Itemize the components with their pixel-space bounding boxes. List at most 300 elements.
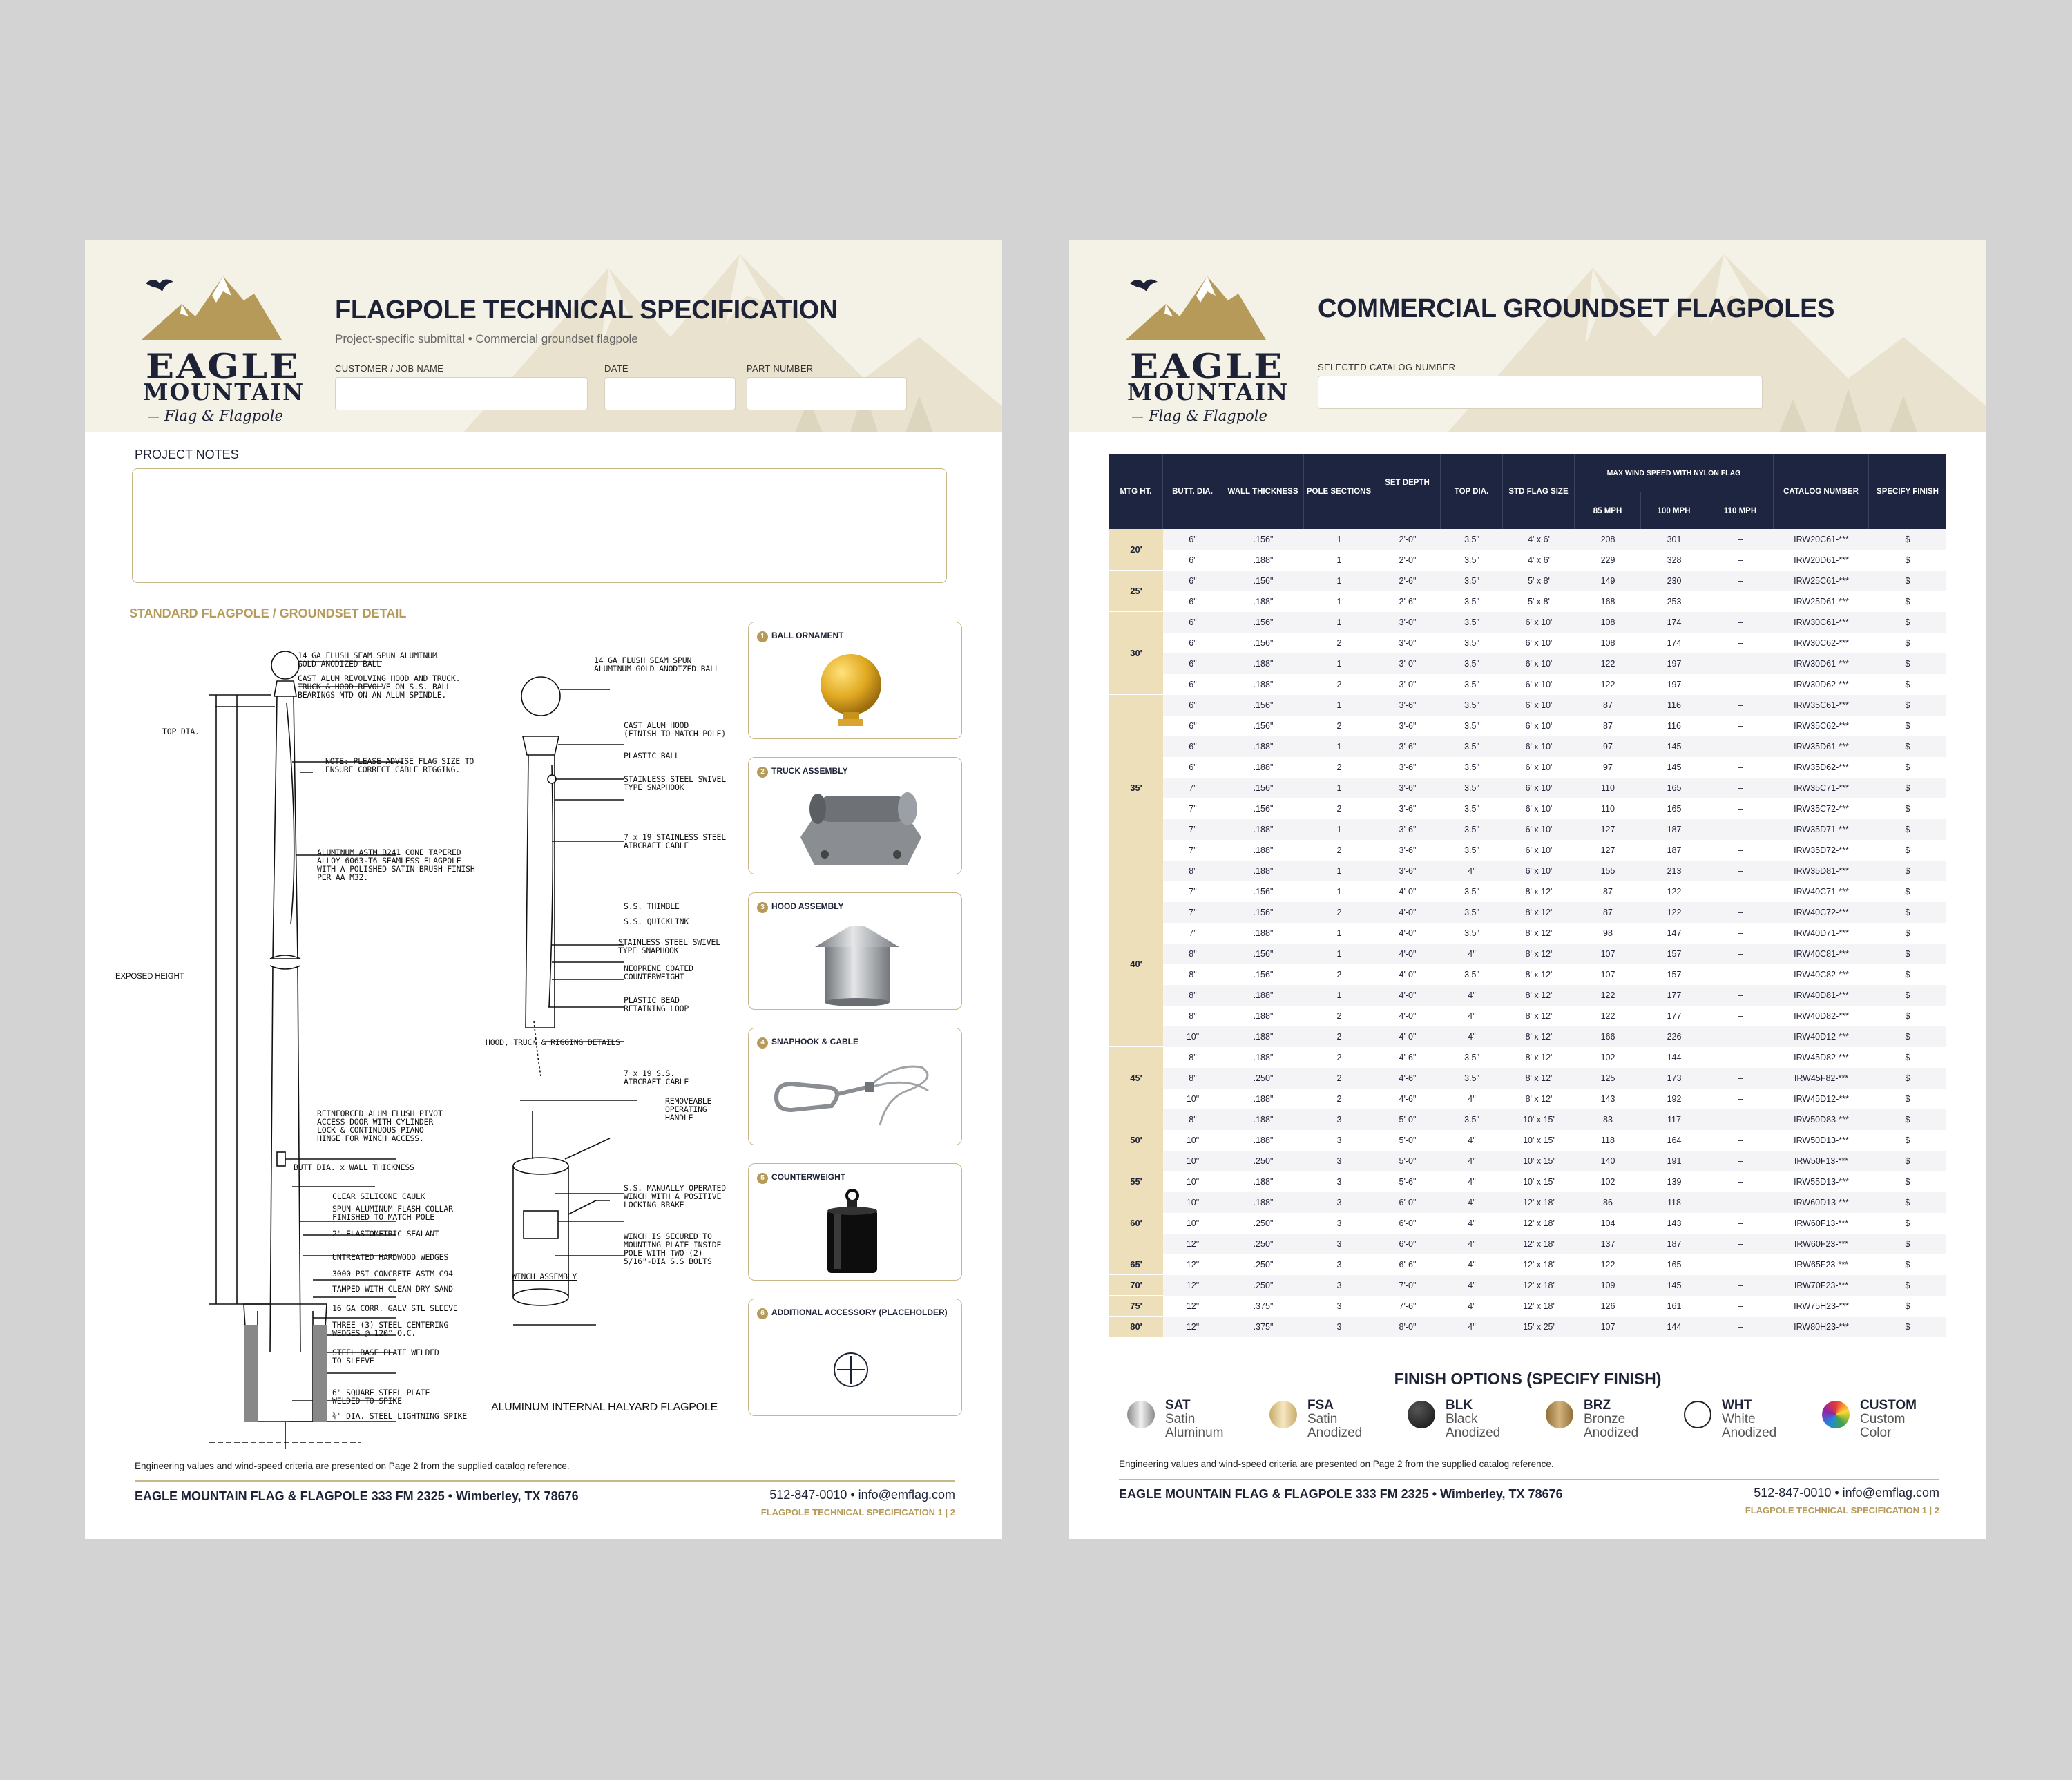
table-cell: 3.5" — [1464, 928, 1479, 938]
table-cell: 3'-0" — [1399, 680, 1417, 689]
table-row — [1163, 798, 1946, 819]
table-cell: 4'-0" — [1399, 887, 1417, 897]
table-cell: 6" — [1189, 700, 1197, 710]
table-cell: IRW80H23-*** — [1794, 1322, 1849, 1332]
label-base-plate: STEEL BASE PLATE WELDED TO SLEEVE — [332, 1348, 439, 1366]
table-cell: 2 — [1336, 1073, 1342, 1083]
label-plastic-ball: PLASTIC BALL — [624, 751, 680, 760]
project-notes-input[interactable] — [132, 468, 947, 583]
table-cell: 5'-0" — [1399, 1156, 1417, 1166]
table-cell: IRW30D61-*** — [1794, 659, 1849, 669]
table-cell: 118 — [1667, 1198, 1681, 1207]
table-cell: 4" — [1468, 1322, 1476, 1332]
table-cell[interactable]: $ — [1905, 680, 1910, 689]
table-cell: 4'-0" — [1399, 1032, 1417, 1042]
table-cell[interactable]: $ — [1905, 1281, 1910, 1290]
mounting-height-group: 70' — [1109, 1275, 1163, 1296]
table-cell: 2 — [1336, 680, 1342, 689]
table-cell: 12" — [1186, 1322, 1200, 1332]
table-cell: – — [1738, 825, 1743, 834]
catalog-number-input[interactable] — [1318, 376, 1763, 409]
label-access-door: REINFORCED ALUM FLUSH PIVOT ACCESS DOOR WITH CYLINDER LOCK & CONTINUOUS PIANO HINGE FOR WINCH ACCESS. — [317, 1109, 443, 1143]
table-cell: 4' x 6' — [1528, 555, 1550, 565]
table-cell: – — [1738, 908, 1743, 917]
table-cell: 97 — [1603, 742, 1613, 752]
table-cell[interactable]: $ — [1905, 1115, 1910, 1125]
footer-divider — [135, 1480, 955, 1482]
logo-mountain-icon — [140, 262, 292, 345]
table-cell: IRW55D13-*** — [1794, 1177, 1849, 1187]
table-cell: – — [1738, 763, 1743, 772]
table-cell: 6" — [1189, 597, 1197, 606]
drawing-caption: ALUMINUM INTERNAL HALYARD FLAGPOLE — [491, 1401, 718, 1413]
table-cell[interactable]: $ — [1905, 1260, 1910, 1270]
table-cell: 168 — [1600, 597, 1615, 606]
table-cell: 10" — [1186, 1136, 1200, 1145]
table-cell: – — [1738, 555, 1743, 565]
table-cell: IRW70F23-*** — [1794, 1281, 1849, 1290]
table-cell: IRW35D72-*** — [1794, 845, 1849, 855]
table-cell: IRW60F13-*** — [1794, 1218, 1849, 1228]
table-cell: 12' x 18' — [1523, 1218, 1555, 1228]
table-cell[interactable]: $ — [1905, 700, 1910, 710]
table-cell: 8' x 12' — [1525, 1032, 1553, 1042]
table-cell: IRW35C61-*** — [1794, 700, 1849, 710]
table-cell[interactable]: $ — [1905, 970, 1910, 979]
table-cell[interactable]: $ — [1905, 804, 1910, 814]
table-cell: – — [1738, 845, 1743, 855]
table-cell: – — [1738, 1260, 1743, 1270]
table-row — [1163, 1213, 1946, 1234]
table-cell: 10' x 15' — [1523, 1177, 1555, 1187]
table-cell: – — [1738, 783, 1743, 793]
table-cell: 102 — [1600, 1177, 1615, 1187]
table-cell: 4'-0" — [1399, 949, 1417, 959]
table-cell: .188" — [1253, 1053, 1274, 1062]
table-cell: 108 — [1600, 638, 1615, 648]
table-cell[interactable]: $ — [1905, 1094, 1910, 1104]
table-cell: 6" — [1189, 721, 1197, 731]
table-cell: .188" — [1253, 1198, 1274, 1207]
table-row — [1163, 1317, 1946, 1337]
table-cell: 1 — [1336, 991, 1342, 1000]
footer-contact[interactable]: 512-847-0010 • info@emflag.com — [1754, 1486, 1939, 1500]
table-row — [1163, 1047, 1946, 1068]
label-hood-title: HOOD, TRUCK & RIGGING DETAILS — [486, 1037, 620, 1047]
table-cell: 3.5" — [1464, 700, 1479, 710]
card-additional-accessory[interactable]: 6 ADDITIONAL ACCESSORY (PLACEHOLDER) — [748, 1299, 962, 1416]
company-logo — [1124, 262, 1289, 424]
label-thimble: S.S. THIMBLE — [624, 901, 680, 911]
add-accessory-plus-icon[interactable] — [749, 1320, 963, 1417]
label-swivel: STAINLESS STEEL SWIVEL TYPE SNAPHOOK — [624, 774, 726, 792]
table-cell[interactable]: $ — [1905, 742, 1910, 752]
label-concrete: 3000 PSI CONCRETE ASTM C94 — [332, 1269, 453, 1279]
date-input[interactable] — [604, 377, 736, 410]
table-cell: .156" — [1253, 949, 1274, 959]
col-100mph: 100 MPH — [1641, 492, 1707, 529]
table-cell[interactable]: $ — [1905, 763, 1910, 772]
table-cell: 3'-0" — [1399, 618, 1417, 627]
label-winch-operated: S.S. MANUALLY OPERATED WINCH WITH A POSITIVE LOCKING BRAKE — [624, 1183, 726, 1209]
table-cell: IRW35C72-*** — [1794, 804, 1849, 814]
table-cell: 3.5" — [1464, 908, 1479, 917]
table-cell: 3 — [1336, 1218, 1342, 1228]
table-cell: 1 — [1336, 825, 1342, 834]
page-title: COMMERCIAL GROUNDSET FLAGPOLES — [1318, 294, 1835, 323]
table-row — [1163, 1171, 1946, 1192]
table-cell: 1 — [1336, 887, 1342, 897]
table-cell: 4" — [1468, 1094, 1476, 1104]
table-cell: 3.5" — [1464, 804, 1479, 814]
table-cell[interactable]: $ — [1905, 1011, 1910, 1021]
table-cell: 6' x 10' — [1525, 825, 1553, 834]
table-cell[interactable]: $ — [1905, 638, 1910, 648]
ball-ornament-icon — [749, 643, 963, 740]
table-cell: – — [1738, 1301, 1743, 1311]
table-cell: 6'-0" — [1399, 1239, 1417, 1249]
table-cell: 5'-0" — [1399, 1115, 1417, 1125]
table-cell: .156" — [1253, 638, 1274, 648]
mounting-height-group: 35' — [1109, 695, 1163, 881]
table-cell: .188" — [1253, 991, 1274, 1000]
table-cell: .188" — [1253, 1115, 1274, 1125]
table-cell[interactable]: $ — [1905, 721, 1910, 731]
table-cell: 3 — [1336, 1156, 1342, 1166]
table-cell: 3 — [1336, 1115, 1342, 1125]
table-cell: – — [1738, 887, 1743, 897]
truck-assembly-icon — [749, 778, 963, 875]
table-cell: .156" — [1253, 576, 1274, 586]
logo-word-eagle: EAGLE — [146, 346, 300, 386]
mounting-height-group: 25' — [1109, 571, 1163, 612]
table-row — [1163, 653, 1946, 674]
table-row — [1163, 1275, 1946, 1296]
label-top-dia: TOP DIA. — [162, 727, 200, 736]
table-cell: .156" — [1253, 887, 1274, 897]
table-cell: 3.5" — [1464, 680, 1479, 689]
table-cell: 8'-0" — [1399, 1322, 1417, 1332]
table-cell: 3'-6" — [1399, 866, 1417, 876]
table-cell: 3'-6" — [1399, 783, 1417, 793]
table-cell[interactable]: $ — [1905, 1218, 1910, 1228]
table-row — [1163, 1026, 1946, 1047]
table-cell: – — [1738, 1032, 1743, 1042]
table-cell[interactable]: $ — [1905, 908, 1910, 917]
table-cell: 122 — [1667, 887, 1682, 897]
table-cell: 1 — [1336, 576, 1342, 586]
table-cell: 8" — [1189, 949, 1197, 959]
table-cell[interactable]: $ — [1905, 618, 1910, 627]
table-cell[interactable]: $ — [1905, 991, 1910, 1000]
table-cell: IRW50F13-*** — [1794, 1156, 1849, 1166]
table-cell: 126 — [1600, 1301, 1615, 1311]
label-hood: CAST ALUM HOOD (FINISH TO MATCH POLE) — [624, 720, 726, 738]
table-cell[interactable]: $ — [1905, 949, 1910, 959]
table-cell[interactable]: $ — [1905, 1239, 1910, 1249]
table-cell: 2 — [1336, 638, 1342, 648]
table-cell: 3.5" — [1464, 618, 1479, 627]
table-cell: 164 — [1667, 1136, 1682, 1145]
table-cell[interactable]: $ — [1905, 866, 1910, 876]
table-cell: – — [1738, 659, 1743, 669]
table-cell: .188" — [1253, 763, 1274, 772]
table-cell: – — [1738, 597, 1743, 606]
table-cell: IRW25C61-*** — [1794, 576, 1849, 586]
table-cell: 102 — [1600, 1053, 1615, 1062]
table-cell[interactable]: $ — [1905, 1073, 1910, 1083]
table-cell: 174 — [1667, 638, 1682, 648]
table-cell: – — [1738, 1177, 1743, 1187]
table-cell: .188" — [1253, 866, 1274, 876]
table-cell: – — [1738, 1239, 1743, 1249]
table-cell: 2 — [1336, 970, 1342, 979]
table-cell[interactable]: $ — [1905, 928, 1910, 938]
table-cell[interactable]: $ — [1905, 887, 1910, 897]
table-cell: 6' x 10' — [1525, 618, 1553, 627]
table-cell: .188" — [1253, 597, 1274, 606]
eagle-icon — [1130, 279, 1158, 291]
table-cell[interactable]: $ — [1905, 659, 1910, 669]
table-cell: 2 — [1336, 845, 1342, 855]
table-cell[interactable]: $ — [1905, 1156, 1910, 1166]
table-cell: 12' x 18' — [1523, 1281, 1555, 1290]
finish-code: CUSTOM — [1860, 1398, 1917, 1413]
table-cell[interactable]: $ — [1905, 1322, 1910, 1332]
finish-l2: Color — [1860, 1426, 1892, 1440]
table-cell: 5'-6" — [1399, 1177, 1417, 1187]
table-cell: – — [1738, 1156, 1743, 1166]
table-cell: IRW40C71-*** — [1794, 887, 1849, 897]
table-cell: .156" — [1253, 700, 1274, 710]
table-cell: 2'-6" — [1399, 576, 1417, 586]
mounting-height-group: 30' — [1109, 612, 1163, 695]
label-bead: PLASTIC BEAD RETAINING LOOP — [624, 995, 689, 1013]
finish-l1: Custom — [1860, 1412, 1906, 1426]
label-quicklink: S.S. QUICKLINK — [624, 917, 689, 926]
table-row — [1163, 840, 1946, 861]
table-cell: 187 — [1667, 825, 1682, 834]
footer-divider — [1119, 1479, 1939, 1480]
table-cell: 6' x 10' — [1525, 680, 1553, 689]
finish-l2: Anodized — [1584, 1426, 1639, 1440]
table-cell: 109 — [1600, 1281, 1615, 1290]
label-caulk: CLEAR SILICONE CAULK — [332, 1192, 425, 1201]
table-cell: 3 — [1336, 1301, 1342, 1311]
table-cell: .250" — [1253, 1239, 1274, 1249]
mounting-height-group: 60' — [1109, 1192, 1163, 1254]
table-cell: IRW50D13-*** — [1794, 1136, 1849, 1145]
col-std-flag-size: STD FLAG SIZE — [1503, 454, 1575, 529]
table-cell: IRW40C81-*** — [1794, 949, 1849, 959]
table-row — [1163, 861, 1946, 881]
table-cell: 7" — [1189, 825, 1197, 834]
table-cell[interactable]: $ — [1905, 535, 1910, 544]
table-cell: 6" — [1189, 576, 1197, 586]
footer-address: EAGLE MOUNTAIN FLAG & FLAGPOLE 333 FM 2325 • Wimberley, TX 78676 — [1119, 1487, 1563, 1501]
table-cell: 4" — [1468, 1177, 1476, 1187]
table-cell: 177 — [1667, 1011, 1682, 1021]
footer-address: EAGLE MOUNTAIN FLAG & FLAGPOLE 333 FM 2325 • Wimberley, TX 78676 — [135, 1489, 579, 1503]
table-cell: 7'-6" — [1399, 1301, 1417, 1311]
table-cell: – — [1738, 576, 1743, 586]
table-cell: 117 — [1667, 1115, 1681, 1125]
table-cell: 173 — [1667, 1073, 1682, 1083]
table-cell: IRW50D83-*** — [1794, 1115, 1849, 1125]
col-butt-dia: BUTT. DIA. — [1163, 454, 1222, 529]
col-pole-sections: POLE SECTIONS — [1304, 454, 1374, 529]
catalog-number-label: SELECTED CATALOG NUMBER — [1318, 362, 1456, 372]
table-cell: 8" — [1189, 970, 1197, 979]
table-cell: 2 — [1336, 1011, 1342, 1021]
table-cell: 139 — [1667, 1177, 1682, 1187]
finish-l2: Aluminum — [1165, 1426, 1224, 1440]
footer-contact[interactable]: 512-847-0010 • info@emflag.com — [769, 1488, 955, 1502]
table-cell: 3 — [1336, 1198, 1342, 1207]
table-cell[interactable]: $ — [1905, 1301, 1910, 1311]
table-row — [1163, 1068, 1946, 1089]
footer-note: Engineering values and wind-speed criteria are presented on Page 2 from the supplied catalog reference. — [1119, 1459, 1554, 1469]
table-cell: .250" — [1253, 1281, 1274, 1290]
col-specify-finish: SPECIFY FINISH — [1869, 454, 1946, 529]
table-cell: 4" — [1468, 1156, 1476, 1166]
table-cell: .156" — [1253, 783, 1274, 793]
table-cell[interactable]: $ — [1905, 576, 1910, 586]
table-cell: 6" — [1189, 763, 1197, 772]
table-cell: 145 — [1667, 1281, 1682, 1290]
table-cell[interactable]: $ — [1905, 597, 1910, 606]
table-cell: 12" — [1186, 1260, 1200, 1270]
table-cell: – — [1738, 1094, 1743, 1104]
table-cell: 6' x 10' — [1525, 763, 1553, 772]
table-cell: – — [1738, 535, 1743, 544]
table-cell: 213 — [1667, 866, 1682, 876]
col-85mph: 85 MPH — [1575, 492, 1641, 529]
table-cell: 6" — [1189, 555, 1197, 565]
table-cell: 6" — [1189, 680, 1197, 689]
table-cell[interactable]: $ — [1905, 825, 1910, 834]
table-cell[interactable]: $ — [1905, 1136, 1910, 1145]
table-cell: 1 — [1336, 866, 1342, 876]
table-row — [1163, 612, 1946, 633]
table-cell: IRW45D12-*** — [1794, 1094, 1849, 1104]
finish-l2: Anodized — [1446, 1426, 1501, 1440]
table-cell: 2 — [1336, 1032, 1342, 1042]
table-cell: 3.5" — [1464, 783, 1479, 793]
table-row — [1163, 881, 1946, 902]
table-cell: 4'-0" — [1399, 991, 1417, 1000]
table-cell: 3.5" — [1464, 1115, 1479, 1125]
table-cell: 197 — [1667, 659, 1682, 669]
table-cell[interactable]: $ — [1905, 1053, 1910, 1062]
finish-l1: Bronze — [1584, 1412, 1626, 1426]
table-cell: IRW35C62-*** — [1794, 721, 1849, 731]
table-cell: 107 — [1600, 1322, 1615, 1332]
table-cell[interactable]: $ — [1905, 845, 1910, 855]
table-cell: 2 — [1336, 721, 1342, 731]
table-cell: 8' x 12' — [1525, 991, 1553, 1000]
table-cell: 8" — [1189, 1073, 1197, 1083]
table-cell: 3'-6" — [1399, 804, 1417, 814]
table-cell: 110 — [1601, 783, 1615, 793]
table-cell: IRW30C61-*** — [1794, 618, 1849, 627]
finish-l1: Black — [1446, 1412, 1478, 1426]
table-cell: 174 — [1667, 618, 1682, 627]
table-cell: .188" — [1253, 1136, 1274, 1145]
table-cell: 140 — [1600, 1156, 1615, 1166]
table-cell: 87 — [1603, 700, 1613, 710]
label-sleeve: 16 GA CORR. GALV STL SLEEVE — [332, 1303, 458, 1313]
customer-input[interactable] — [335, 377, 588, 410]
table-cell: 122 — [1600, 991, 1615, 1000]
table-cell: 1 — [1336, 535, 1342, 544]
finish-l2: Anodized — [1722, 1426, 1777, 1440]
table-cell[interactable]: $ — [1905, 1032, 1910, 1042]
table-cell: 4" — [1468, 1011, 1476, 1021]
spec-page-2 — [1069, 240, 1986, 1539]
table-cell: 1 — [1336, 742, 1342, 752]
table-cell: IRW60D13-*** — [1794, 1198, 1849, 1207]
table-cell[interactable]: $ — [1905, 1198, 1910, 1207]
table-cell: .250" — [1253, 1218, 1274, 1228]
table-cell: 3.5" — [1464, 1073, 1479, 1083]
table-cell: 104 — [1600, 1218, 1615, 1228]
table-cell: – — [1738, 1115, 1743, 1125]
table-cell: .156" — [1253, 618, 1274, 627]
label-centering-wedges: THREE (3) STEEL CENTERING WEDGES @ 120° O.C. — [332, 1320, 449, 1338]
table-cell: 143 — [1667, 1218, 1682, 1228]
table-cell: 127 — [1600, 825, 1615, 834]
table-cell: 4" — [1468, 991, 1476, 1000]
table-row — [1163, 591, 1946, 612]
table-cell[interactable]: $ — [1905, 1177, 1910, 1187]
table-row — [1163, 944, 1946, 964]
table-cell: 10" — [1186, 1032, 1200, 1042]
table-cell: .156" — [1253, 721, 1274, 731]
table-cell: 4" — [1468, 1218, 1476, 1228]
table-cell: 166 — [1600, 1032, 1615, 1042]
label-spike: ¾" DIA. STEEL LIGHTNING SPIKE — [332, 1411, 467, 1421]
table-cell: 8' x 12' — [1525, 1011, 1553, 1021]
table-cell: IRW30C62-*** — [1794, 638, 1849, 648]
table-cell: 2'-0" — [1399, 535, 1417, 544]
table-cell: 4" — [1468, 1301, 1476, 1311]
table-row — [1163, 757, 1946, 778]
table-cell: 118 — [1601, 1136, 1615, 1145]
table-cell: 1 — [1336, 555, 1342, 565]
table-cell: – — [1738, 742, 1743, 752]
table-cell: 4'-0" — [1399, 1011, 1417, 1021]
table-cell: 3 — [1336, 1281, 1342, 1290]
finish-l1: Satin — [1165, 1412, 1196, 1426]
table-cell[interactable]: $ — [1905, 555, 1910, 565]
table-cell: IRW35D81-*** — [1794, 866, 1849, 876]
label-handle: REMOVEABLE OPERATING HANDLE — [665, 1096, 712, 1122]
table-cell: .188" — [1253, 1032, 1274, 1042]
table-cell: 122 — [1667, 908, 1682, 917]
table-cell: 3.5" — [1464, 638, 1479, 648]
table-cell: 137 — [1600, 1239, 1615, 1249]
table-cell[interactable]: $ — [1905, 783, 1910, 793]
part-number-input[interactable] — [747, 377, 907, 410]
table-cell: 10' x 15' — [1523, 1115, 1555, 1125]
table-cell: 6" — [1189, 659, 1197, 669]
table-cell: .188" — [1253, 1177, 1274, 1187]
table-cell: 10" — [1186, 1094, 1200, 1104]
table-cell: 3'-0" — [1399, 659, 1417, 669]
label-wedges: UNTREATED HARDWOOD WEDGES — [332, 1252, 449, 1262]
finish-swatch-icon — [1822, 1401, 1850, 1428]
